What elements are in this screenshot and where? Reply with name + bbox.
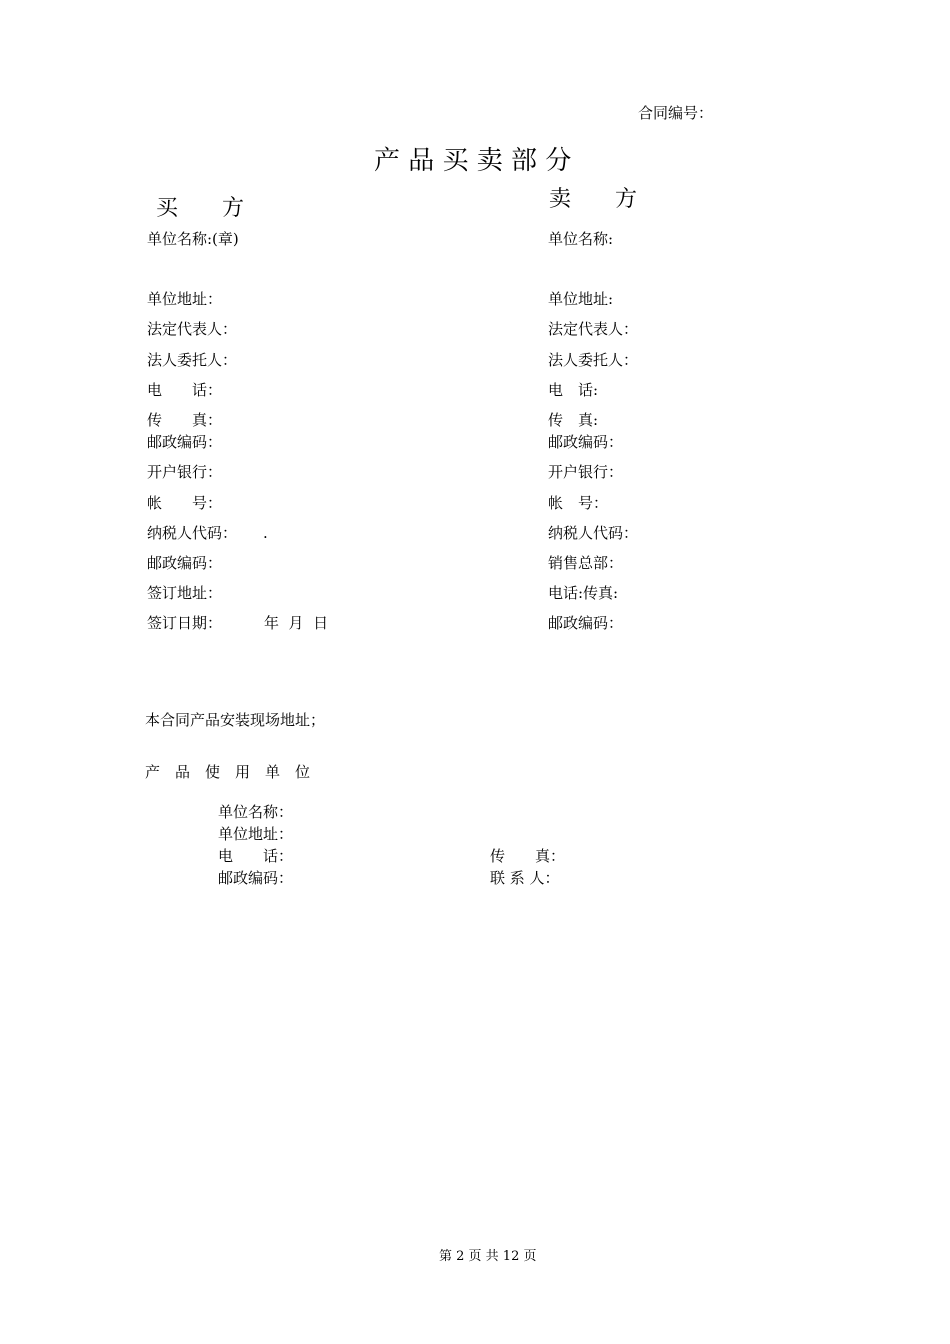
seller-legal-rep-label: 法定代表人： <box>548 320 639 338</box>
seller-proxy-label: 法人委托人： <box>548 351 639 369</box>
seller-fax-label: 传 真: <box>548 411 599 429</box>
buyer-postcode-2-label: 邮政编码： <box>147 554 223 572</box>
buyer-legal-rep-label: 法定代表人： <box>147 320 238 338</box>
product-user-heading: 产 品 使 用 单 位 <box>145 763 311 781</box>
buyer-proxy-label: 法人委托人： <box>147 351 238 369</box>
page-footer: 第 2 页 共 12 页 <box>439 1249 537 1264</box>
buyer-address-label: 单位地址： <box>147 290 223 308</box>
seller-company-name-label: 单位名称: <box>548 230 614 248</box>
user-postcode-label: 邮政编码： <box>218 869 294 887</box>
buyer-sign-address-label: 签订地址： <box>147 584 223 602</box>
seller-tax-id-label: 纳税人代码： <box>548 524 639 542</box>
buyer-account-label: 帐 号： <box>147 494 223 512</box>
seller-postcode-2-label: 邮政编码： <box>548 614 624 632</box>
user-company-name-label: 单位名称： <box>218 803 294 821</box>
seller-address-label: 单位地址: <box>548 290 614 308</box>
seller-heading: 卖 方 <box>549 187 638 212</box>
buyer-phone-label: 电 话： <box>147 381 223 399</box>
user-contact-label: 联 系 人： <box>490 869 560 887</box>
user-address-label: 单位地址： <box>218 825 294 843</box>
buyer-postcode-label: 邮政编码： <box>147 433 223 451</box>
page-title: 产 品 买 卖 部 分 <box>374 146 572 176</box>
seller-account-label: 帐 号： <box>548 494 609 512</box>
seller-phone-label: 电 话: <box>548 381 599 399</box>
install-address-label: 本合同产品安装现场地址； <box>145 711 326 729</box>
user-phone-label: 电 话： <box>218 847 294 865</box>
seller-postcode-label: 邮政编码： <box>548 433 624 451</box>
buyer-company-name-label: 单位名称:(章) <box>147 230 239 248</box>
user-fax-label: 传 真： <box>490 847 566 865</box>
seller-bank-label: 开户银行： <box>548 463 624 481</box>
buyer-sign-date-units: 年 月 日 <box>264 614 329 632</box>
buyer-sign-date-label: 签订日期： <box>147 614 223 632</box>
buyer-bank-label: 开户银行： <box>147 463 223 481</box>
buyer-fax-label: 传 真： <box>147 411 223 429</box>
seller-sales-hq-label: 销售总部： <box>548 554 624 572</box>
buyer-tax-id-dot: . <box>263 524 268 542</box>
buyer-heading: 买 方 <box>156 196 245 221</box>
buyer-tax-id-label: 纳税人代码： <box>147 524 238 542</box>
contract-number-label: 合同编号： <box>638 104 714 122</box>
seller-phone-fax-label: 电话:传真: <box>548 584 619 602</box>
